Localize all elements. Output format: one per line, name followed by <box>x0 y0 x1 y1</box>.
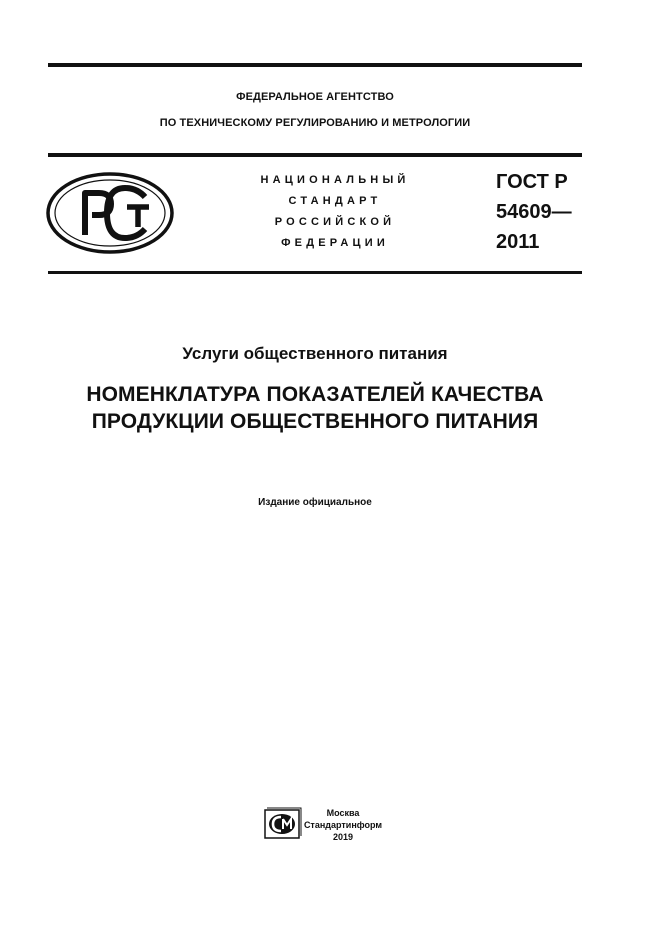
national-line: СТАНДАРТ <box>288 195 382 207</box>
title-line: НОМЕНКЛАТУРА ПОКАЗАТЕЛЕЙ КАЧЕСТВА <box>86 383 544 406</box>
agency-name-line1: ФЕДЕРАЛЬНОЕ АГЕНТСТВО <box>236 91 394 103</box>
publisher-year: 2019 <box>332 832 354 842</box>
document-subtitle: Услуги общественного питания <box>182 344 448 363</box>
gost-line: 2011 <box>496 231 540 253</box>
publisher-info <box>300 807 386 843</box>
agency-name-line2: ПО ТЕХНИЧЕСКОМУ РЕГУЛИРОВАНИЮ И МЕТРОЛОГИИ <box>159 117 471 129</box>
standartinform-logo-icon <box>264 807 302 840</box>
national-line: ФЕДЕРАЦИИ <box>281 237 389 249</box>
national-standard-label <box>240 170 430 254</box>
edition-label: Издание официальное <box>258 497 372 508</box>
publisher-name: Стандартинформ <box>303 820 383 830</box>
gost-line: ГОСТ Р <box>496 171 568 193</box>
bottom-rule <box>48 271 582 274</box>
title-line: ПРОДУКЦИИ ОБЩЕСТВЕННОГО ПИТАНИЯ <box>91 410 539 433</box>
top-rule <box>48 63 582 67</box>
document-title <box>48 381 582 435</box>
middle-rule <box>48 153 582 157</box>
publisher-city: Москва <box>326 808 360 818</box>
rst-certification-mark-icon <box>45 171 175 255</box>
gost-designation <box>496 167 572 257</box>
national-line: НАЦИОНАЛЬНЫЙ <box>260 174 410 186</box>
national-line: РОССИЙСКОЙ <box>274 216 396 228</box>
gost-line: 54609— <box>496 201 572 223</box>
